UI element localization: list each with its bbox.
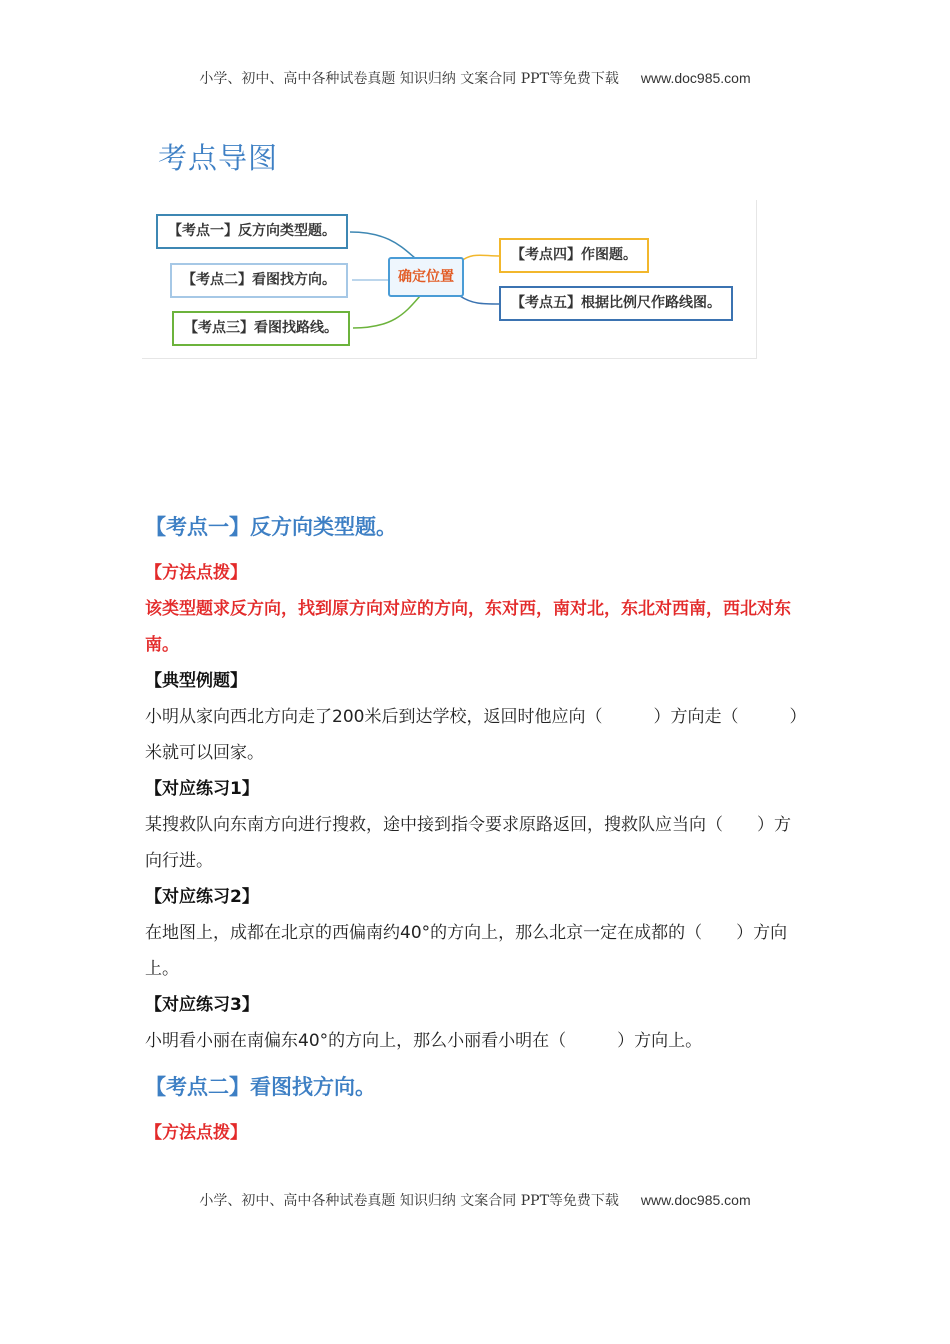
section1-ex3-text: 小明看小丽在南偏东40°的方向上，那么小丽看小明在（ ）方向上。 (145, 1031, 703, 1051)
section2-method-label: 【方法点拨】 (145, 1123, 247, 1143)
mindmap-node-3: 【考点三】看图找路线。 (172, 311, 350, 346)
mindmap-node-1: 【考点一】反方向类型题。 (156, 214, 348, 249)
section1-method-text: 该类型题求反方向，找到原方向对应的方向，东对西，南对北，东北对西南，西北对东南。 (145, 599, 791, 655)
section1-title: 【考点一】反方向类型题。 (145, 515, 397, 539)
footer-text: 小学、初中、高中各种试卷真题 知识归纳 文案合同 PPT等免费下载 (199, 1193, 619, 1209)
section1-ex1-text: 某搜救队向东南方向进行搜救，途中接到指令要求原路返回，搜救队应当向（ ）方向行进。 (145, 815, 791, 871)
mindmap-node-5: 【考点五】根据比例尺作路线图。 (499, 286, 733, 321)
section1-method-label: 【方法点拨】 (145, 563, 247, 583)
connector-4 (460, 255, 499, 262)
mindmap-title: 考点导图 (158, 141, 279, 175)
section1-ex3-label: 【对应练习3】 (145, 995, 259, 1015)
section2-title: 【考点二】看图找方向。 (145, 1075, 376, 1099)
section1-ex1-label: 【对应练习1】 (145, 779, 259, 799)
main-content (145, 505, 805, 1151)
section1-example-label: 【典型例题】 (145, 671, 247, 691)
connector-3 (353, 296, 420, 328)
mindmap-node-2: 【考点二】看图找方向。 (170, 263, 348, 298)
header-text: 小学、初中、高中各种试卷真题 知识归纳 文案合同 PPT等免费下载 (199, 71, 619, 87)
mindmap (142, 200, 757, 359)
footer-site: www.doc985.com (640, 1192, 751, 1208)
page-header (0, 68, 950, 88)
section1-ex2-text: 在地图上，成都在北京的西偏南约40°的方向上，那么北京一定在成都的（ ）方向上。 (145, 923, 788, 979)
page-footer (0, 1190, 950, 1210)
section1-example-text: 小明从家向西北方向走了200米后到达学校，返回时他应向（ ）方向走（ ）米就可以回家。 (145, 707, 798, 763)
mindmap-center-node: 确定位置 (388, 257, 464, 297)
connector-5 (460, 296, 499, 304)
section1-ex2-label: 【对应练习2】 (145, 887, 259, 907)
mindmap-node-4: 【考点四】作图题。 (499, 238, 649, 273)
header-site: www.doc985.com (640, 70, 751, 86)
